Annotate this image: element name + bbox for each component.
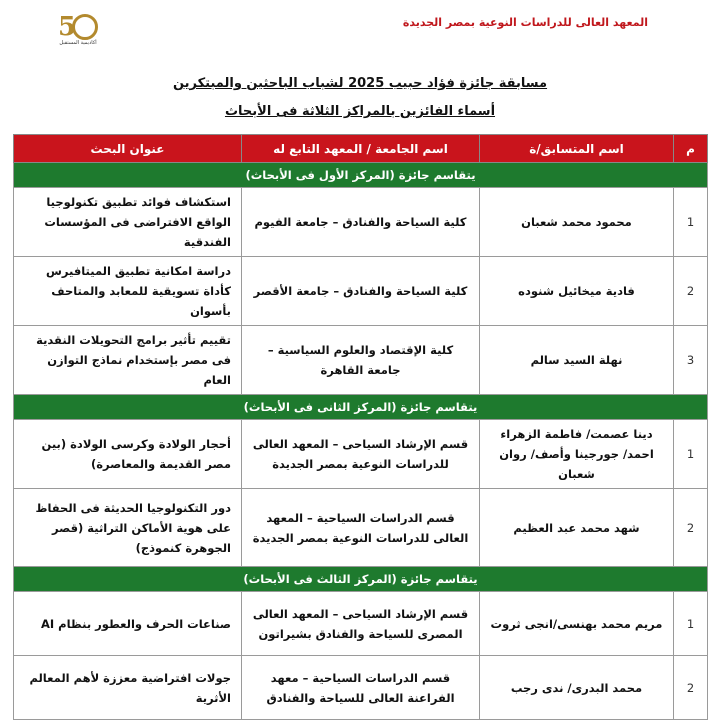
- contestant-name: شهد محمد عبد العظيم: [480, 489, 674, 567]
- contestant-name: محمود محمد شعبان: [480, 188, 674, 257]
- university-name: كلية السياحة والفنادق – جامعة الفيوم: [242, 188, 480, 257]
- logo-subtitle: أكاديمية المستقبل: [59, 40, 97, 46]
- page-title: مسابقة جائزة فؤاد حبيب 2025 لشباب الباحثين والمبتكرين: [172, 76, 548, 91]
- winners-table: [13, 134, 708, 720]
- table-row: [14, 326, 708, 395]
- section-row-third: [14, 567, 708, 592]
- research-title: تقييم تأثير برامج التحويلات النقدية فى مصر بإستخدام نماذج التوازن العام: [14, 326, 242, 395]
- university-name: قسم الدراسات السياحية – المعهد العالى للدراسات النوعية بمصر الجديدة: [242, 489, 480, 567]
- col-header-research: عنوان البحث: [14, 135, 242, 163]
- contestant-name: دينا عصمت/ فاطمة الزهراء احمد/ جورجينا وأصف/ روان شعبان: [480, 420, 674, 489]
- university-name: كلية الإقتصاد والعلوم السياسية – جامعة القاهرة: [242, 326, 480, 395]
- contestant-name: مريم محمد بهنسى/انجى ثروت: [480, 592, 674, 656]
- row-num: 2: [674, 257, 708, 326]
- row-num: 3: [674, 326, 708, 395]
- logo-ring-icon: [72, 14, 98, 40]
- col-header-university: اسم الجامعة / المعهد التابع له: [242, 135, 480, 163]
- research-title: أحجار الولادة وكرسى الولادة (بين مصر القديمة والمعاصرة): [14, 420, 242, 489]
- university-name: كلية السياحة والفنادق – جامعة الأقصر: [242, 257, 480, 326]
- col-header-num: م: [674, 135, 708, 163]
- section-row-first: [14, 163, 708, 188]
- contestant-name: نهلة السيد سالم: [480, 326, 674, 395]
- table-row: [14, 656, 708, 720]
- row-num: 2: [674, 656, 708, 720]
- row-num: 1: [674, 420, 708, 489]
- page-subtitle: أسماء الفائزين بالمراكز الثلاثة فى الأبحاث: [224, 104, 496, 119]
- section-title: يتقاسم جائزة (المركز الثالث فى الأبحاث): [14, 567, 708, 592]
- contestant-name: محمد البدرى/ ندى رجب: [480, 656, 674, 720]
- university-name: قسم الإرشاد السياحى – المعهد العالى المصرى للسياحة والفنادق بشيراتون: [242, 592, 480, 656]
- university-name: قسم الدراسات السياحية – معهد الفراعنة العالى للسياحة والفنادق: [242, 656, 480, 720]
- research-title: جولات افتراضية معززة لأهم المعالم الأثرية: [14, 656, 242, 720]
- logo-number: 5: [57, 12, 77, 42]
- research-title: دراسة امكانية تطبيق الميتافيرس كأداة تسويقية للمعابد والمتاحف بأسوان: [14, 257, 242, 326]
- research-title: دور التكنولوجيا الحديثة فى الحفاظ على هوية الأماكن التراثية (قصر الجوهرة كنموذج): [14, 489, 242, 567]
- section-title: يتقاسم جائزة (المركز الثانى فى الأبحاث): [14, 395, 708, 420]
- table-row: [14, 420, 708, 489]
- table-row: [14, 592, 708, 656]
- research-title: صناعات الحرف والعطور بنظام AI: [14, 592, 242, 656]
- section-row-second: [14, 395, 708, 420]
- contestant-name: فادية ميخائيل شنوده: [480, 257, 674, 326]
- row-num: 1: [674, 592, 708, 656]
- table-header-row: [14, 135, 708, 163]
- table-row: [14, 489, 708, 567]
- row-num: 2: [674, 489, 708, 567]
- institute-header: المعهد العالى للدراسات النوعية بمصر الجديدة: [402, 16, 648, 29]
- table-row: [14, 257, 708, 326]
- section-title: يتقاسم جائزة (المركز الأول فى الأبحاث): [14, 163, 708, 188]
- research-title: استكشاف فوائد تطبيق تكنولوجيا الواقع الافتراضى فى المؤسسات الفندقية: [14, 188, 242, 257]
- row-num: 1: [674, 188, 708, 257]
- university-name: قسم الإرشاد السياحى – المعهد العالى للدراسات النوعية بمصر الجديدة: [242, 420, 480, 489]
- table-row: [14, 188, 708, 257]
- institute-logo: [48, 14, 108, 47]
- col-header-name: اسم المتسابق/ة: [480, 135, 674, 163]
